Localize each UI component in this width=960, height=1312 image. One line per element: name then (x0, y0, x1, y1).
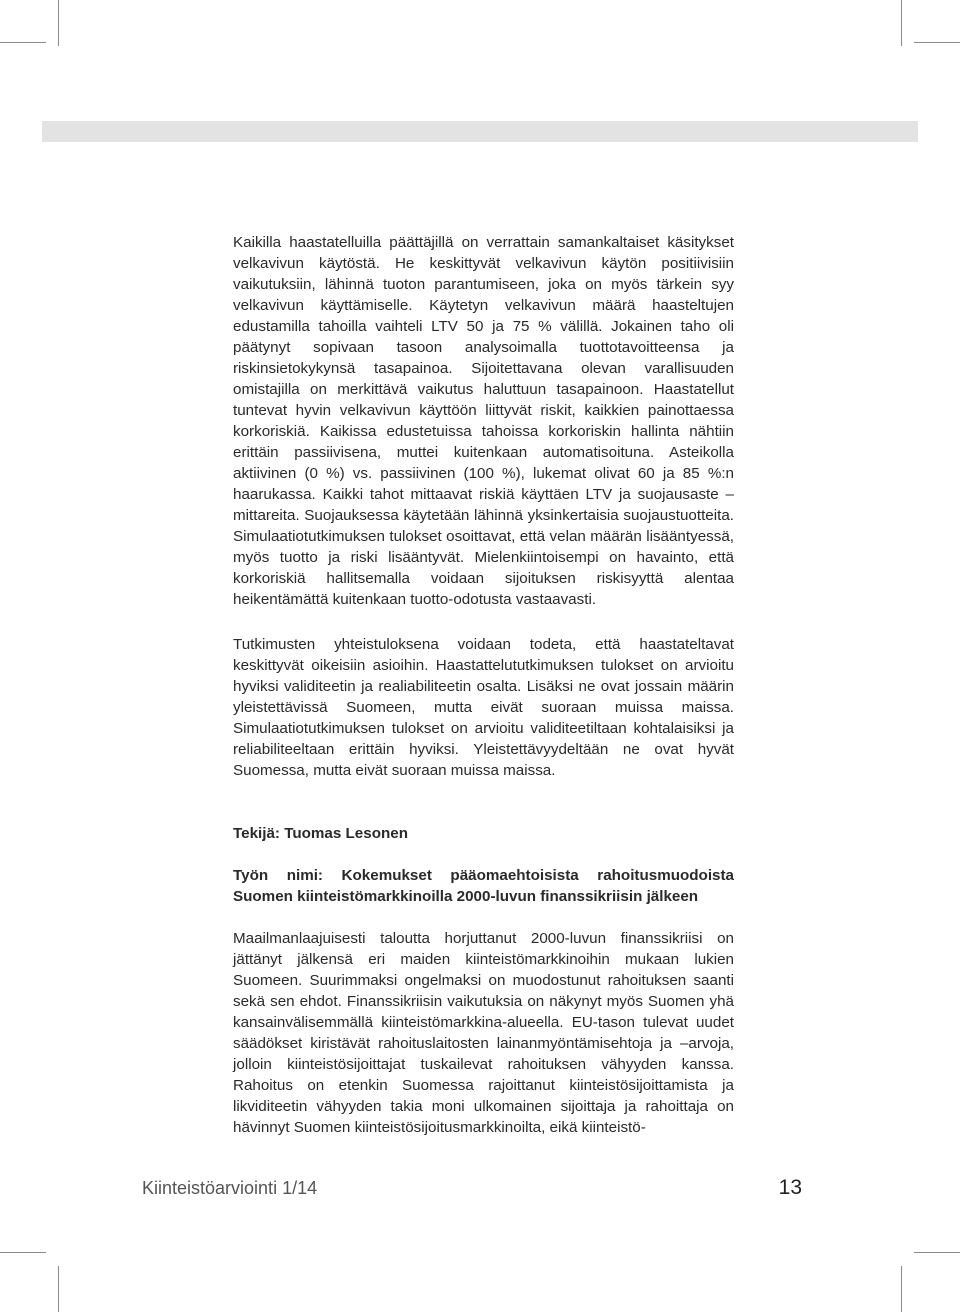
crop-mark (0, 42, 46, 43)
paragraph-text: Kaikilla haastatelluilla päättäjillä on verrattain samankaltaiset käsitykset velkavivun käytöstä. He keskittyvät velkavivun käytön positiivisiin vaikutuksiin, lähinnä tuoton parantumiseen, joka on myös tärkein syy velkavivun käyttämiselle. Käytetyn velkavivun määrä haasteltujen edustamilla tahoilla vaihteli LTV 50 ja 75 % välillä. Jokainen taho oli päätynyt sopivaan tasoon analysoimalla tuottotavoitteensa ja riskinsietokykynsä tasapainoa. Sijoitettavana olevan varallisuuden omistajilla on merkittävä vaikutus haluttuun tasapainoon. Haastatellut tuntevat hyvin velkavivun käyttöön liittyvät riskit, kaikkien painottaessa korkoriskiä. Kaikissa edustetuissa tahoissa korkoriskin hallinta nähtiin erittäin passiivisena, muttei kuitenkaan automatisoituna. Asteikolla aktiivinen (0 %) vs. passiivinen (100 %), lukemat olivat 60 ja 85 %:n haarukassa. Kaikki tahot mittaavat riskiä käyttäen LTV ja suojausaste – mittareita. Suojauksessa käytetään lähinnä yksinkertaisia suojaustuotteita. Simulaatiotutkimuksen tulokset osoittavat, että velan määrän lisääntyessä, myös tuotto ja riski lisääntyvät. Mielenkiintoisempi on havainto, että korkoriskiä hallitsemalla voidaan sijoituksen riskisyyttä alentaa heikentämättä kuitenkaan tuotto-odotusta vastaavasti. (233, 234, 734, 608)
body-paragraph-2 (233, 634, 734, 781)
work-title-heading: Työn nimi: Kokemukset pääomaehtoisista rahoitusmuodoista Suomen kiinteistömarkkinoilla 2000-luvun finanssikriisin jälkeen (233, 867, 734, 905)
header-band (42, 121, 918, 142)
journal-footer: Kiinteistöarviointi 1/14 (142, 1178, 318, 1198)
author-line (233, 823, 734, 844)
crop-mark (901, 0, 902, 46)
author-heading: Tekijä: Tuomas Lesonen (233, 825, 408, 842)
crop-mark (58, 1266, 59, 1312)
paragraph-text: Maailmanlaajuisesti taloutta horjuttanut 2000-luvun finanssikriisi on jättänyt jälkensä eri maiden kiinteistömarkkinoihin mukaan lukien Suomeen. Suurimmaksi ongelmaksi on muodostunut rahoituksen saanti sekä sen ehdot. Finanssikriisin vaikutuksia on näkynyt myös Suomen yhä kansainvälisemmällä kiinteistömarkkina-alueella. EU-tason tulevat uudet säädökset kiristävät rahoituslaitosten lainanmyöntämisehtoja ja –arvoja, jolloin kiinteistösijoittajat tuskailevat rahoituksen vähyyden kanssa. Rahoitus on etenkin Suomessa rajoittanut kiinteistösijoittamista ja likviditeetin vähyyden takia moni ulkomainen sijoittaja ja rahoittaja on hävinnyt Suomen kiinteistösijoitusmarkkinoilta, eikä kiinteistö- (233, 930, 734, 1136)
crop-mark (0, 1252, 46, 1253)
page-number: 13 (778, 1176, 802, 1199)
crop-mark (914, 1252, 960, 1253)
crop-mark (914, 42, 960, 43)
work-title (233, 865, 734, 907)
crop-mark (901, 1266, 902, 1312)
crop-mark (58, 0, 59, 46)
abstract-paragraph (233, 928, 734, 1138)
body-paragraph-1 (233, 232, 734, 610)
paragraph-text: Tutkimusten yhteistuloksena voidaan todeta, että haastateltavat keskittyvät oikeisiin asioihin. Haastattelututkimuksen tulokset on arvioitu hyviksi validiteetin ja realiabiliteetin osalta. Lisäksi ne ovat jossain määrin yleistettävissä Suomeen, mutta eivät suoraan muissa maissa. Simulaatiotutkimuksen tulokset on arvioitu validiteetiltaan kohtalaisiksi ja reliabiliteeltaan erittäin hyviksi. Yleistettävyydeltään ne ovat hyvät Suomessa, mutta eivät suoraan muissa maissa. (233, 636, 734, 779)
